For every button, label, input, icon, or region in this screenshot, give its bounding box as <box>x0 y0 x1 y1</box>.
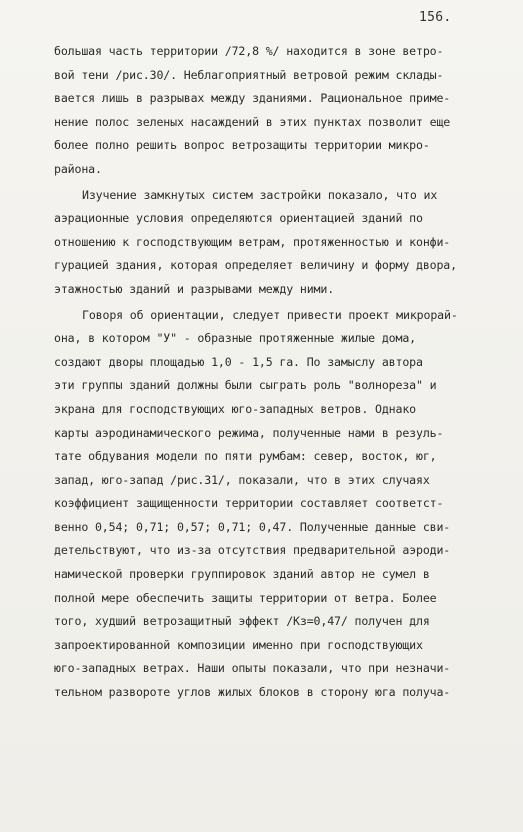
text-line: создают дворы площадью 1,0 - 1,5 га. По замыслу автора <box>54 354 423 369</box>
text-line: более полно решить вопрос ветрозащиты территории микро- <box>54 138 430 153</box>
text-line: Говоря об ориентации, следует привести проект микрорай- <box>82 307 458 322</box>
text-line: Изучение замкнутых систем застройки показало, что их <box>82 187 438 202</box>
text-line: района. <box>54 161 102 176</box>
body-text <box>54 40 514 705</box>
page-number: 156. <box>419 10 452 25</box>
text-line: она, в котором "У" - образные протяженные жилые дома, <box>54 331 416 346</box>
text-line: юго-западных ветрах. Наши опыты показали, что при незначи- <box>54 661 451 676</box>
text-line: вается лишь в разрывах между зданиями. Рациональное приме- <box>54 91 451 106</box>
text-line: намической проверки группировок зданий автор не сумел в <box>54 567 430 582</box>
text-line: полной мере обеспечить защиты территории от ветра. Более <box>54 590 437 605</box>
text-line: венно 0,54; 0,71; 0,57; 0,71; 0,47. Полученные данные сви- <box>54 519 451 534</box>
text-line: эти группы зданий должны были сыграть роль "волнореза" и <box>54 378 437 393</box>
paragraph <box>54 184 514 302</box>
text-line: тате обдувания модели по пяти румбам: север, восток, юг, <box>54 449 437 464</box>
text-line: аэрационные условия определяются ориентацией зданий по <box>54 211 423 226</box>
text-line: запад, юго-запад /рис.31/, показали, что в этих случаях <box>54 472 430 487</box>
text-line: того, худший ветрозащитный эффект /Кз=0,47/ получен для <box>54 614 430 629</box>
text-line: карты аэродинамического режима, полученные нами в резуль- <box>54 425 444 440</box>
text-line: этажностью зданий и разрывами между ними. <box>54 281 335 296</box>
text-line: экрана для господствующих юго-западных ветров. Однако <box>54 401 416 416</box>
text-line: тельном развороте углов жилых блоков в сторону юга получа- <box>54 685 451 700</box>
text-line: большая часть территории /72,8 %/ находится в зоне ветро- <box>54 44 444 58</box>
text-line: отношению к господствующим ветрам, протяженностью и конфи- <box>54 234 451 249</box>
text-line: гурацией здания, которая определяет величину и форму двора, <box>54 258 457 273</box>
text-line: детельствуют, что из-за отсутствия предварительной аэроди- <box>54 543 451 558</box>
text-line: вой тени /рис.30/. Неблагоприятный ветровой режим склады- <box>54 67 444 82</box>
paragraph <box>54 40 514 182</box>
paragraph <box>54 304 514 705</box>
text-line: коэффициент защищенности территории составляет соответст- <box>54 496 444 511</box>
text-line: нение полос зеленых насаждений в этих пунктах позволит еще <box>54 114 451 129</box>
text-line: запроектированной композиции именно при господствующих <box>54 637 423 652</box>
